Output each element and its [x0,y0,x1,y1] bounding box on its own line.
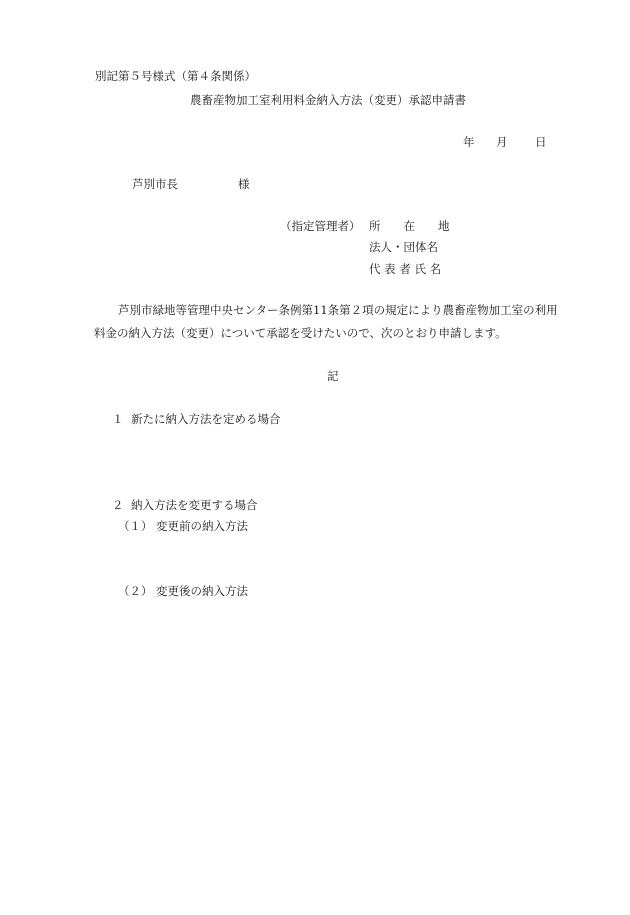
section-2-number: ２ [112,498,124,512]
address-label: 所 在 地 [369,219,450,233]
date-month-label: 月 [496,135,508,149]
subsection-2-number: （２） [118,584,153,598]
subsection-1-text: 変更前の納入方法 [156,519,248,533]
ki-heading: 記 [327,369,339,383]
date-day-label: 日 [535,135,547,149]
applicant-role: （指定管理者） [280,219,361,233]
form-label: 別記第５号様式（第４条関係） [95,69,256,83]
body-text-line-1: 芦別市緑地等管理中央センター条例第11条第２項の規定により農畜産物加工室の利用 [118,303,558,317]
addressee-name: 芦別市長 [132,177,178,191]
addressee-honorific: 様 [238,177,250,191]
organization-label: 法人・団体名 [369,240,438,254]
section-1-text: 新たに納入方法を定める場合 [131,412,281,426]
representative-label: 代 表 者 氏 名 [369,262,442,276]
date-year-label: 年 [463,135,475,149]
subsection-1-number: （１） [118,519,153,533]
body-text-line-2: 料金の納入方法（変更）について承認を受けたいので、次のとおり申請します。 [94,326,507,340]
section-1-number: １ [112,412,124,426]
subsection-2-text: 変更後の納入方法 [156,584,248,598]
document-title: 農畜産物加工室利用料金納入方法（変更）承認申請書 [190,93,466,107]
section-2-text: 納入方法を変更する場合 [131,498,258,512]
